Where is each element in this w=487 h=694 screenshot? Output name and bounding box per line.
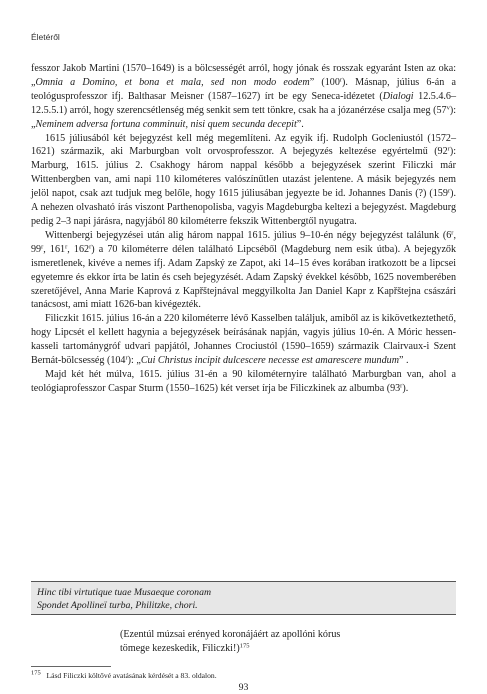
page-number: 93 xyxy=(238,682,249,693)
text-run: ”. xyxy=(296,118,304,130)
text-run: ): „ xyxy=(127,355,141,367)
text-run: ” (100 xyxy=(309,76,340,88)
verse-translation xyxy=(120,628,460,656)
text-run: 12.5.4.6–12.5.5.1) arról, hogy szerencsétlenség még senkit sem tett tönkre, csak ha a józanérzése csalja meg (57 xyxy=(31,90,457,116)
paragraph xyxy=(31,62,456,132)
paragraph xyxy=(31,229,456,312)
text-run: ” . xyxy=(399,355,409,367)
translation-line-text: tömege kezeskedik, Filiczki!) xyxy=(120,642,240,654)
text-run: , 99 xyxy=(31,229,456,255)
text-run: Majd két hét múlva, 1615. július 31-én a 90 kilométernyire található Marburgban van, ahol a teológiaprofesszor Caspar Sturm (1550–1625) két verset írja be Filiczkinek az albumba (93 xyxy=(31,368,456,394)
text-run: ). xyxy=(402,382,409,394)
folio-marker: v xyxy=(446,104,450,112)
folio-marker: r xyxy=(89,243,92,251)
folio-marker: r xyxy=(447,187,451,195)
footnote-text: Lásd Filiczki költővé avatásának kérdését a 83. oldalon. xyxy=(46,671,217,680)
body-text xyxy=(31,62,456,396)
folio-marker: r xyxy=(65,243,68,251)
paragraph xyxy=(31,132,456,229)
folio-marker: r xyxy=(447,145,450,153)
verse-line: Hinc tibi virtutique tuae Musaeque coronam xyxy=(37,587,212,598)
latin-quote: Omnia a Domino, et bona et mala, sed non modo eodem xyxy=(35,76,310,88)
footnote xyxy=(31,671,217,680)
folio-marker: r xyxy=(125,354,128,362)
paragraph xyxy=(31,368,456,396)
text-run: ). Másnap, július 6-án a teológusprofesszor ifj. Balthasar Meisner (1587–1627) írt be egy Seneca-idézetet ( xyxy=(31,76,456,102)
footnote-reference[interactable]: 175 xyxy=(239,642,250,650)
translation-line: (Ezentúl múzsai erényed koronájáért az apollóni kórus xyxy=(120,629,341,640)
paragraph xyxy=(31,312,456,368)
folio-marker: r xyxy=(339,76,343,84)
folio-marker: r xyxy=(400,382,403,390)
text-run: Filiczkit 1615. július 16-án a 220 kilométerre lévő Kasselben találjuk, amiből az is kikövetkeztethető, hogy Lipcsét el kellett hagynia a bejegyzések beírásának napján, vagyis július 10-én. A Móric hessen-kasseli tartománygróf udvari papjától, Johannes Crociustól (1590–1659) származik Clairvaux-i Szent Bernát-bölcsesség (104 xyxy=(31,313,456,367)
verse-line: Spondet Apollineï turba, Philitzke, chori. xyxy=(37,600,198,611)
folio-marker: r xyxy=(41,243,44,251)
text-run: ): Marburg, 1615. július 2. Csakhogy három nappal később a bejegyzések szerint Filiczki már Wittenbergben van, ami napi 110 kilométeres valószínűtlen utazást jelentene. A másik bejegyzés nem jelöl napot, csak azt tudjuk meg belőle, hogy 1615 júliusában jegyezte be id. Johannes Danis (?) (159 xyxy=(31,146,456,200)
folio-marker: r xyxy=(451,229,454,237)
text-run: , 162 xyxy=(67,243,90,255)
footnote-number: 175 xyxy=(31,669,41,677)
text-run: Wittenbergi bejegyzései után alig három nappal 1615. július 9–10-én négy bejegyzést találunk (6 xyxy=(45,229,452,241)
text-run: ) a 70 kilométerre délen található Lipcséből (Magdeburg nem esik útba). A bejegyzők ismeretlenek, kivéve a nemes ifj. Adam Zapský ze Zapot, aki 14–15 éves korában iratkozott be a lipcsei egyetemre és ekkor írta be latin és cseh bejegyzését. Adam Zapský évekkel később, 1625 novemberében szeretőjével, Anna Marie Kaprová z Kapřštejnával meggyilkolta Jan Daniel Kapr z Kapřštejna császári tanácsost, ami miatt 1626-ban kivégezték. xyxy=(31,243,457,311)
latin-verse-quote xyxy=(31,581,456,615)
text-run: fesszor Jakob Martini (1570–1649) is a bölcsességét arról, hogy jónak és rosszak egyaránt Isten az oka: „ xyxy=(31,63,456,88)
translation-line xyxy=(120,642,460,656)
text-run: , 161 xyxy=(43,243,66,255)
text-run: 1615 júliusából két bejegyzést kell még megemlíteni. Az egyik ifj. Rudolph Gocleniustól (1572–1621) származik, aki Marburgban volt orvosprofesszor. A bejegyzés keltezése egyértelmű (92 xyxy=(31,132,456,158)
text-run: ): „ xyxy=(31,104,456,130)
latin-quote: Dialogi xyxy=(382,90,414,102)
text-run: ). A nehezen olvasható írás viszont Parthenopolisba, vagyis Magdeburgba keltezi a bejegyzést. Magdeburg pedig 2–3 napi járásra, nagyjából 80 kilométerre fekszik Wittenbergtől nyugatra. xyxy=(31,188,456,227)
running-head: Életéről xyxy=(31,32,60,42)
footnote-divider xyxy=(31,666,111,667)
latin-quote: Neminem adversa fortuna comminuit, nisi quem secunda decepit xyxy=(35,118,297,130)
latin-quote: Cui Christus incipit dulcescere necesse est amarescere mundum xyxy=(140,355,399,367)
